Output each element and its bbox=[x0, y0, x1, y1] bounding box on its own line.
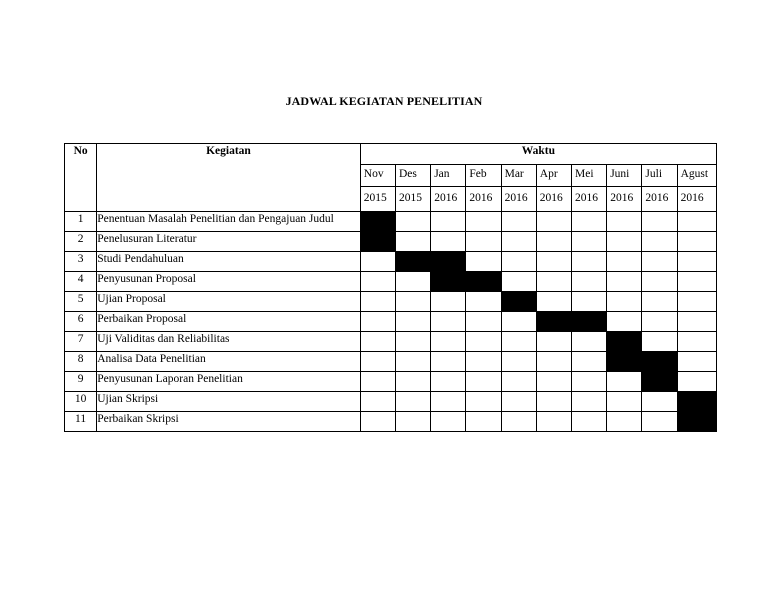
schedule-cell bbox=[572, 252, 607, 272]
schedule-cell bbox=[677, 272, 716, 292]
activity-label: Ujian Proposal bbox=[97, 292, 361, 312]
year-label: 2016 bbox=[536, 187, 571, 212]
activity-label: Ujian Skripsi bbox=[97, 392, 361, 412]
row-number: 4 bbox=[65, 272, 97, 292]
table-row bbox=[65, 312, 717, 332]
schedule-cell bbox=[536, 392, 571, 412]
schedule-cell bbox=[607, 392, 642, 412]
schedule-body bbox=[65, 212, 717, 432]
schedule-cell bbox=[466, 372, 501, 392]
schedule-cell bbox=[536, 252, 571, 272]
schedule-cell bbox=[572, 232, 607, 252]
schedule-cell bbox=[360, 412, 395, 432]
schedule-cell bbox=[607, 372, 642, 392]
schedule-cell bbox=[677, 312, 716, 332]
month-label: Jan bbox=[431, 165, 466, 187]
schedule-cell bbox=[395, 412, 430, 432]
schedule-cell bbox=[395, 352, 430, 372]
table-row bbox=[65, 392, 717, 412]
schedule-table bbox=[64, 143, 717, 432]
schedule-cell bbox=[395, 372, 430, 392]
schedule-cell bbox=[360, 392, 395, 412]
schedule-cell bbox=[431, 332, 466, 352]
schedule-cell bbox=[607, 272, 642, 292]
table-row bbox=[65, 272, 717, 292]
schedule-cell-filled bbox=[642, 372, 677, 392]
schedule-cell bbox=[360, 332, 395, 352]
header-row bbox=[65, 144, 717, 165]
schedule-cell bbox=[501, 392, 536, 412]
schedule-cell bbox=[466, 232, 501, 252]
schedule-cell bbox=[642, 272, 677, 292]
schedule-cell bbox=[360, 372, 395, 392]
activity-label: Penyusunan Laporan Penelitian bbox=[97, 372, 361, 392]
table-row bbox=[65, 212, 717, 232]
schedule-cell bbox=[677, 332, 716, 352]
table-row bbox=[65, 372, 717, 392]
schedule-cell bbox=[642, 212, 677, 232]
schedule-cell bbox=[642, 312, 677, 332]
header-no: No bbox=[65, 144, 97, 212]
table-row bbox=[65, 352, 717, 372]
schedule-cell bbox=[677, 212, 716, 232]
schedule-cell bbox=[466, 392, 501, 412]
table-row bbox=[65, 252, 717, 272]
schedule-cell-filled bbox=[677, 412, 716, 432]
row-number: 2 bbox=[65, 232, 97, 252]
schedule-cell bbox=[572, 272, 607, 292]
table-row bbox=[65, 232, 717, 252]
year-label: 2016 bbox=[431, 187, 466, 212]
schedule-cell bbox=[431, 292, 466, 312]
year-label: 2016 bbox=[501, 187, 536, 212]
month-label: Mar bbox=[501, 165, 536, 187]
schedule-cell-filled bbox=[572, 312, 607, 332]
schedule-cell bbox=[642, 292, 677, 312]
month-label: Nov bbox=[360, 165, 395, 187]
year-label: 2015 bbox=[360, 187, 395, 212]
schedule-cell bbox=[466, 312, 501, 332]
schedule-cell bbox=[501, 332, 536, 352]
year-label: 2015 bbox=[395, 187, 430, 212]
header-kegiatan: Kegiatan bbox=[97, 144, 361, 212]
schedule-cell bbox=[607, 232, 642, 252]
activity-label: Penentuan Masalah Penelitian dan Pengajuan Judul bbox=[97, 212, 361, 232]
schedule-cell bbox=[501, 212, 536, 232]
month-label: Apr bbox=[536, 165, 571, 187]
schedule-cell-filled bbox=[607, 352, 642, 372]
schedule-cell bbox=[395, 292, 430, 312]
schedule-cell bbox=[501, 232, 536, 252]
activity-label: Uji Validitas dan Reliabilitas bbox=[97, 332, 361, 352]
table-row bbox=[65, 412, 717, 432]
schedule-cell-filled bbox=[642, 352, 677, 372]
schedule-cell bbox=[395, 212, 430, 232]
year-label: 2016 bbox=[466, 187, 501, 212]
schedule-cell bbox=[501, 352, 536, 372]
schedule-cell-filled bbox=[360, 232, 395, 252]
schedule-cell bbox=[395, 332, 430, 352]
schedule-cell bbox=[536, 232, 571, 252]
year-label: 2016 bbox=[677, 187, 716, 212]
month-label: Juni bbox=[607, 165, 642, 187]
schedule-cell bbox=[431, 352, 466, 372]
activity-label: Perbaikan Skripsi bbox=[97, 412, 361, 432]
schedule-cell-filled bbox=[466, 272, 501, 292]
schedule-cell bbox=[642, 412, 677, 432]
document-title: JADWAL KEGIATAN PENELITIAN bbox=[285, 94, 483, 108]
schedule-cell bbox=[572, 292, 607, 312]
schedule-cell-filled bbox=[431, 252, 466, 272]
schedule-cell bbox=[466, 412, 501, 432]
row-number: 9 bbox=[65, 372, 97, 392]
schedule-cell bbox=[501, 412, 536, 432]
row-number: 11 bbox=[65, 412, 97, 432]
activity-label: Analisa Data Penelitian bbox=[97, 352, 361, 372]
schedule-cell bbox=[536, 352, 571, 372]
month-label: Mei bbox=[572, 165, 607, 187]
row-number: 5 bbox=[65, 292, 97, 312]
row-number: 1 bbox=[65, 212, 97, 232]
month-label: Juli bbox=[642, 165, 677, 187]
schedule-cell bbox=[677, 252, 716, 272]
schedule-cell bbox=[395, 312, 430, 332]
activity-label: Perbaikan Proposal bbox=[97, 312, 361, 332]
schedule-cell bbox=[572, 392, 607, 412]
schedule-cell bbox=[360, 352, 395, 372]
schedule-cell bbox=[501, 312, 536, 332]
table-row bbox=[65, 332, 717, 352]
year-label: 2016 bbox=[607, 187, 642, 212]
schedule-cell bbox=[607, 252, 642, 272]
schedule-cell bbox=[607, 212, 642, 232]
schedule-cell bbox=[572, 212, 607, 232]
schedule-cell bbox=[536, 332, 571, 352]
year-label: 2016 bbox=[572, 187, 607, 212]
schedule-cell bbox=[395, 232, 430, 252]
schedule-cell-filled bbox=[395, 252, 430, 272]
schedule-cell bbox=[642, 232, 677, 252]
schedule-cell bbox=[642, 252, 677, 272]
schedule-cell bbox=[607, 292, 642, 312]
schedule-cell bbox=[360, 252, 395, 272]
schedule-cell-filled bbox=[501, 292, 536, 312]
schedule-cell bbox=[677, 292, 716, 312]
schedule-cell-filled bbox=[607, 332, 642, 352]
activity-label: Penelusuran Literatur bbox=[97, 232, 361, 252]
schedule-cell bbox=[536, 212, 571, 232]
schedule-cell-filled bbox=[360, 212, 395, 232]
table-row bbox=[65, 292, 717, 312]
schedule-cell-filled bbox=[431, 272, 466, 292]
schedule-cell bbox=[677, 352, 716, 372]
schedule-cell bbox=[607, 312, 642, 332]
schedule-cell bbox=[572, 332, 607, 352]
schedule-cell bbox=[536, 412, 571, 432]
header-waktu: Waktu bbox=[360, 144, 716, 165]
schedule-cell bbox=[536, 372, 571, 392]
row-number: 7 bbox=[65, 332, 97, 352]
schedule-cell bbox=[431, 412, 466, 432]
schedule-cell bbox=[572, 372, 607, 392]
row-number: 8 bbox=[65, 352, 97, 372]
schedule-cell bbox=[431, 212, 466, 232]
row-number: 6 bbox=[65, 312, 97, 332]
schedule-cell bbox=[501, 252, 536, 272]
schedule-cell-filled bbox=[536, 312, 571, 332]
activity-label: Penyusunan Proposal bbox=[97, 272, 361, 292]
schedule-cell bbox=[466, 252, 501, 272]
schedule-cell bbox=[431, 232, 466, 252]
schedule-cell bbox=[395, 392, 430, 412]
row-number: 3 bbox=[65, 252, 97, 272]
schedule-cell bbox=[642, 332, 677, 352]
schedule-cell bbox=[466, 292, 501, 312]
schedule-cell bbox=[360, 272, 395, 292]
schedule-cell-filled bbox=[677, 392, 716, 412]
year-label: 2016 bbox=[642, 187, 677, 212]
schedule-cell bbox=[466, 332, 501, 352]
schedule-cell bbox=[395, 272, 430, 292]
schedule-cell bbox=[572, 412, 607, 432]
month-label: Agust bbox=[677, 165, 716, 187]
schedule-cell bbox=[466, 352, 501, 372]
schedule-cell bbox=[466, 212, 501, 232]
month-label: Feb bbox=[466, 165, 501, 187]
schedule-cell bbox=[501, 272, 536, 292]
schedule-cell bbox=[431, 372, 466, 392]
schedule-cell bbox=[536, 272, 571, 292]
schedule-cell bbox=[677, 232, 716, 252]
schedule-cell bbox=[642, 392, 677, 412]
schedule-cell bbox=[360, 312, 395, 332]
schedule-cell bbox=[360, 292, 395, 312]
activity-label: Studi Pendahuluan bbox=[97, 252, 361, 272]
schedule-cell bbox=[431, 312, 466, 332]
schedule-cell bbox=[431, 392, 466, 412]
schedule-cell bbox=[677, 372, 716, 392]
schedule-cell bbox=[607, 412, 642, 432]
schedule-cell bbox=[501, 372, 536, 392]
schedule-cell bbox=[572, 352, 607, 372]
row-number: 10 bbox=[65, 392, 97, 412]
month-label: Des bbox=[395, 165, 430, 187]
schedule-cell bbox=[536, 292, 571, 312]
